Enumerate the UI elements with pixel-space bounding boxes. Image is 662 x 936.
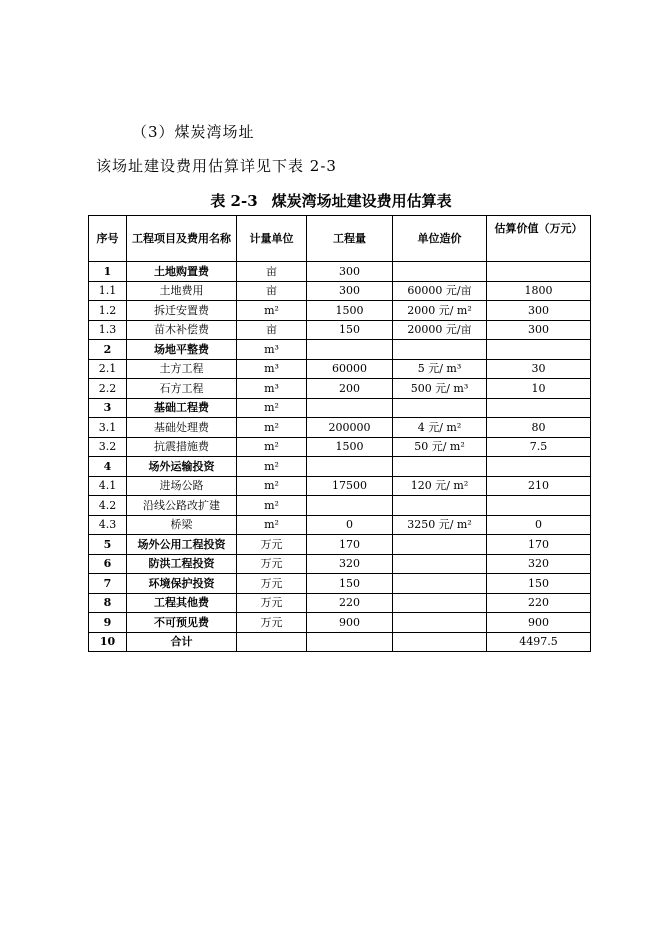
table-row <box>89 476 591 496</box>
cell-quantity: 1500 <box>307 301 393 321</box>
cell-no: 7 <box>89 574 127 594</box>
cell-estimate: 1800 <box>487 281 591 301</box>
cell-estimate: 80 <box>487 418 591 438</box>
cell-unit: m² <box>237 301 307 321</box>
cell-unit: 亩 <box>237 262 307 282</box>
header-quantity: 工程量 <box>307 216 393 262</box>
cell-no: 4 <box>89 457 127 477</box>
cell-no: 2.2 <box>89 379 127 399</box>
cell-quantity: 1500 <box>307 437 393 457</box>
cell-estimate: 4497.5 <box>487 632 591 652</box>
table-row <box>89 320 591 340</box>
cell-item: 土方工程 <box>127 359 237 379</box>
table-header-row <box>89 216 591 262</box>
table-caption-number: 表 2-3 <box>210 192 258 210</box>
table-row <box>89 262 591 282</box>
cell-no: 9 <box>89 613 127 633</box>
cell-unit-price: 4 元/ m² <box>393 418 487 438</box>
cell-no: 1.2 <box>89 301 127 321</box>
intro-text: 该场址建设费用估算详见下表 2-3 <box>96 157 337 175</box>
cell-unit: m² <box>237 515 307 535</box>
cell-quantity: 0 <box>307 515 393 535</box>
cell-no: 1 <box>89 262 127 282</box>
table-row <box>89 379 591 399</box>
cell-quantity: 320 <box>307 554 393 574</box>
cell-no: 4.3 <box>89 515 127 535</box>
cell-quantity: 150 <box>307 320 393 340</box>
cell-unit-price: 20000 元/亩 <box>393 320 487 340</box>
cell-unit-price: 50 元/ m² <box>393 437 487 457</box>
cell-item: 进场公路 <box>127 476 237 496</box>
cell-no: 5 <box>89 535 127 555</box>
cell-estimate: 0 <box>487 515 591 535</box>
table-row <box>89 457 591 477</box>
cell-quantity: 60000 <box>307 359 393 379</box>
cell-no: 3 <box>89 398 127 418</box>
cell-quantity <box>307 496 393 516</box>
cell-item: 苗木补偿费 <box>127 320 237 340</box>
table-row <box>89 515 591 535</box>
cell-unit: m³ <box>237 379 307 399</box>
cell-item: 基础处理费 <box>127 418 237 438</box>
cell-unit: 万元 <box>237 613 307 633</box>
cell-estimate: 150 <box>487 574 591 594</box>
cell-unit: m³ <box>237 359 307 379</box>
header-no: 序号 <box>89 216 127 262</box>
cell-no: 6 <box>89 554 127 574</box>
cell-item: 抗震措施费 <box>127 437 237 457</box>
cell-quantity: 17500 <box>307 476 393 496</box>
section-heading: （3）煤炭湾场址 <box>132 123 255 141</box>
cell-item: 防洪工程投资 <box>127 554 237 574</box>
cell-estimate: 300 <box>487 320 591 340</box>
cell-unit: 亩 <box>237 320 307 340</box>
cell-item: 石方工程 <box>127 379 237 399</box>
cell-unit-price: 120 元/ m² <box>393 476 487 496</box>
cell-no: 1.1 <box>89 281 127 301</box>
cell-no: 8 <box>89 593 127 613</box>
cell-item: 沿线公路改扩建 <box>127 496 237 516</box>
cell-unit: m³ <box>237 340 307 360</box>
cell-no: 2.1 <box>89 359 127 379</box>
cell-item: 环境保护投资 <box>127 574 237 594</box>
cell-item: 基础工程费 <box>127 398 237 418</box>
cell-unit-price: 500 元/ m³ <box>393 379 487 399</box>
cell-unit: m² <box>237 457 307 477</box>
cell-item: 桥梁 <box>127 515 237 535</box>
cell-estimate: 10 <box>487 379 591 399</box>
cell-no: 10 <box>89 632 127 652</box>
cell-unit-price <box>393 632 487 652</box>
cell-estimate <box>487 262 591 282</box>
cell-quantity: 150 <box>307 574 393 594</box>
table-row <box>89 340 591 360</box>
cell-unit: 万元 <box>237 554 307 574</box>
cell-estimate <box>487 457 591 477</box>
cell-no: 4.1 <box>89 476 127 496</box>
cell-item: 土地购置费 <box>127 262 237 282</box>
table-row <box>89 554 591 574</box>
cell-quantity: 170 <box>307 535 393 555</box>
cell-quantity <box>307 398 393 418</box>
cell-unit-price: 3250 元/ m² <box>393 515 487 535</box>
cell-unit-price <box>393 496 487 516</box>
cell-unit-price <box>393 574 487 594</box>
cell-estimate <box>487 398 591 418</box>
table-row <box>89 535 591 555</box>
cell-unit-price <box>393 340 487 360</box>
header-estimate: 估算价值（万元） <box>487 216 591 262</box>
cell-item: 场地平整费 <box>127 340 237 360</box>
cell-estimate: 220 <box>487 593 591 613</box>
cell-unit: 万元 <box>237 574 307 594</box>
cell-estimate: 30 <box>487 359 591 379</box>
header-item: 工程项目及费用名称 <box>127 216 237 262</box>
cell-unit-price <box>393 457 487 477</box>
cell-quantity: 220 <box>307 593 393 613</box>
cell-estimate: 7.5 <box>487 437 591 457</box>
cell-unit: 万元 <box>237 593 307 613</box>
cell-unit: m² <box>237 496 307 516</box>
table-row <box>89 437 591 457</box>
table-row <box>89 418 591 438</box>
table-row <box>89 398 591 418</box>
cell-quantity: 300 <box>307 262 393 282</box>
table-row <box>89 593 591 613</box>
cell-unit: 亩 <box>237 281 307 301</box>
cell-estimate: 320 <box>487 554 591 574</box>
cell-item: 合计 <box>127 632 237 652</box>
cell-item: 拆迁安置费 <box>127 301 237 321</box>
header-unit: 计量单位 <box>237 216 307 262</box>
cell-quantity: 300 <box>307 281 393 301</box>
cell-quantity: 900 <box>307 613 393 633</box>
cell-unit: m² <box>237 398 307 418</box>
table-row <box>89 613 591 633</box>
cell-quantity <box>307 457 393 477</box>
cell-item: 土地费用 <box>127 281 237 301</box>
table-row <box>89 359 591 379</box>
table-row <box>89 301 591 321</box>
cell-quantity: 200000 <box>307 418 393 438</box>
cell-estimate: 170 <box>487 535 591 555</box>
cell-estimate <box>487 496 591 516</box>
cell-no: 2 <box>89 340 127 360</box>
cell-estimate: 900 <box>487 613 591 633</box>
header-unit-price: 单位造价 <box>393 216 487 262</box>
cell-item: 场外运输投资 <box>127 457 237 477</box>
cell-unit-price <box>393 262 487 282</box>
cell-unit: m² <box>237 476 307 496</box>
cell-quantity <box>307 340 393 360</box>
cell-unit-price: 5 元/ m³ <box>393 359 487 379</box>
cell-unit: m² <box>237 437 307 457</box>
cell-estimate: 300 <box>487 301 591 321</box>
cell-unit: m² <box>237 418 307 438</box>
cell-no: 3.2 <box>89 437 127 457</box>
cell-no: 3.1 <box>89 418 127 438</box>
table-caption <box>0 190 662 211</box>
table-caption-title: 煤炭湾场址建设费用估算表 <box>271 192 452 210</box>
cell-no: 4.2 <box>89 496 127 516</box>
cell-estimate: 210 <box>487 476 591 496</box>
cell-unit-price <box>393 613 487 633</box>
cell-unit-price: 2000 元/ m² <box>393 301 487 321</box>
cell-unit-price <box>393 593 487 613</box>
cell-unit: 万元 <box>237 535 307 555</box>
cell-unit-price <box>393 554 487 574</box>
table-row <box>89 632 591 652</box>
cell-unit-price <box>393 535 487 555</box>
cell-item: 不可预见费 <box>127 613 237 633</box>
cell-no: 1.3 <box>89 320 127 340</box>
cell-unit <box>237 632 307 652</box>
cell-unit-price: 60000 元/亩 <box>393 281 487 301</box>
cell-item: 工程其他费 <box>127 593 237 613</box>
cell-item: 场外公用工程投资 <box>127 535 237 555</box>
table-body <box>89 262 591 652</box>
table-row <box>89 281 591 301</box>
cell-quantity: 200 <box>307 379 393 399</box>
cell-estimate <box>487 340 591 360</box>
table-row <box>89 496 591 516</box>
cell-unit-price <box>393 398 487 418</box>
cost-estimate-table <box>88 215 591 652</box>
table-row <box>89 574 591 594</box>
cell-quantity <box>307 632 393 652</box>
